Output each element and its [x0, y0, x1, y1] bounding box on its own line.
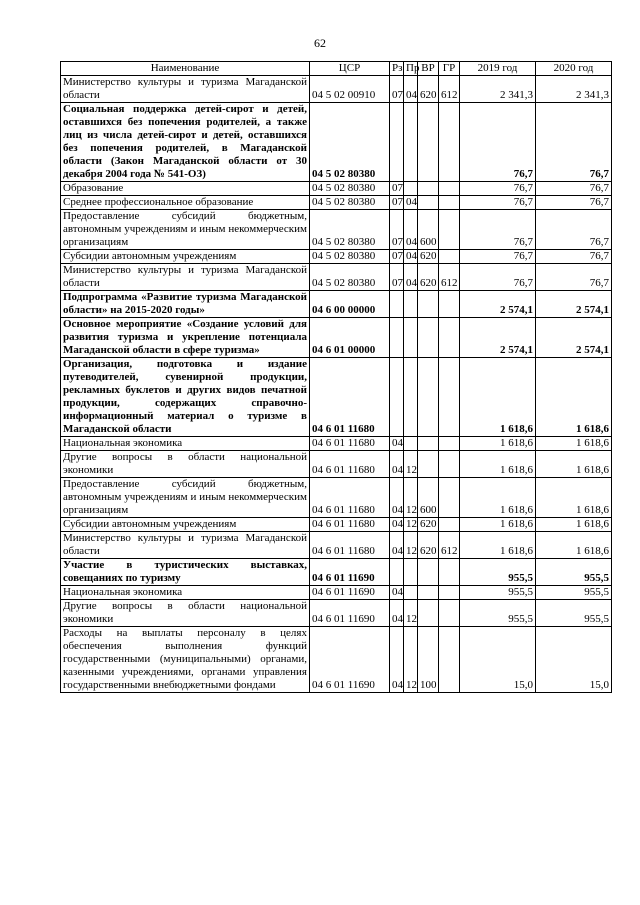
- cell-gr: 612: [439, 76, 460, 103]
- cell-gr: [439, 451, 460, 478]
- cell-name: Среднее профессиональное образование: [61, 196, 310, 210]
- cell-2020: 1 618,6: [536, 451, 612, 478]
- cell-2020: 1 618,6: [536, 532, 612, 559]
- cell-csr: 04 6 01 11690: [310, 559, 390, 586]
- cell-csr: 04 5 02 80380: [310, 210, 390, 250]
- cell-2020: 76,7: [536, 103, 612, 182]
- cell-csr: 04 5 02 00910: [310, 76, 390, 103]
- cell-2019: 15,0: [460, 627, 536, 693]
- table-row: [61, 210, 612, 250]
- cell-2020: 2 574,1: [536, 291, 612, 318]
- cell-2019: 76,7: [460, 210, 536, 250]
- cell-2020: 1 618,6: [536, 358, 612, 437]
- cell-csr: 04 5 02 80380: [310, 196, 390, 210]
- header-name: Наименование: [61, 62, 310, 76]
- cell-csr: 04 5 02 80380: [310, 103, 390, 182]
- cell-name: Министерство культуры и туризма Магаданской области: [61, 532, 310, 559]
- cell-name: Национальная экономика: [61, 437, 310, 451]
- table-row: [61, 451, 612, 478]
- cell-name: Субсидии автономным учреждениям: [61, 250, 310, 264]
- cell-gr: [439, 250, 460, 264]
- cell-gr: [439, 210, 460, 250]
- cell-pr: 12: [404, 518, 418, 532]
- cell-2019: 76,7: [460, 250, 536, 264]
- cell-rz: 04: [390, 518, 404, 532]
- cell-csr: 04 6 01 11680: [310, 451, 390, 478]
- cell-pr: 12: [404, 478, 418, 518]
- cell-vr: 620: [418, 532, 439, 559]
- cell-name: Министерство культуры и туризма Магаданской области: [61, 264, 310, 291]
- cell-pr: 12: [404, 600, 418, 627]
- table-row: [61, 182, 612, 196]
- cell-rz: 07: [390, 76, 404, 103]
- cell-name: Другие вопросы в области национальной экономики: [61, 451, 310, 478]
- cell-csr: 04 6 01 11680: [310, 478, 390, 518]
- cell-name: Национальная экономика: [61, 586, 310, 600]
- cell-2019: 955,5: [460, 559, 536, 586]
- table-row: [61, 437, 612, 451]
- cell-name: Участие в туристических выставках, совещаниях по туризму: [61, 559, 310, 586]
- cell-name: Предоставление субсидий бюджетным, автономным учреждениям и иным некоммерческим организациям: [61, 478, 310, 518]
- cell-name: Другие вопросы в области национальной экономики: [61, 600, 310, 627]
- cell-vr: 600: [418, 478, 439, 518]
- cell-rz: [390, 318, 404, 358]
- cell-2020: 955,5: [536, 600, 612, 627]
- cell-gr: [439, 318, 460, 358]
- cell-csr: 04 6 01 11690: [310, 586, 390, 600]
- cell-csr: 04 5 02 80380: [310, 250, 390, 264]
- cell-rz: 07: [390, 210, 404, 250]
- cell-vr: 620: [418, 518, 439, 532]
- cell-vr: [418, 600, 439, 627]
- cell-pr: 04: [404, 210, 418, 250]
- cell-name: Социальная поддержка детей-сирот и детей, оставшихся без попечения родителей, а также лиц из числа детей-сирот и детей, оставшихся без попечения родителей, в Магаданской области (Закон Магаданской области от 30 декабря 2004 года № 541-ОЗ): [61, 103, 310, 182]
- cell-rz: 07: [390, 250, 404, 264]
- cell-gr: [439, 358, 460, 437]
- cell-rz: 04: [390, 586, 404, 600]
- cell-pr: [404, 291, 418, 318]
- cell-2019: 1 618,6: [460, 478, 536, 518]
- cell-rz: 07: [390, 264, 404, 291]
- cell-2020: 2 341,3: [536, 76, 612, 103]
- cell-2020: 2 574,1: [536, 318, 612, 358]
- cell-2019: 76,7: [460, 196, 536, 210]
- cell-csr: 04 6 01 00000: [310, 318, 390, 358]
- cell-2020: 76,7: [536, 250, 612, 264]
- cell-2019: 1 618,6: [460, 518, 536, 532]
- cell-pr: [404, 437, 418, 451]
- cell-csr: 04 6 01 11680: [310, 532, 390, 559]
- cell-gr: [439, 182, 460, 196]
- cell-pr: [404, 318, 418, 358]
- cell-csr: 04 6 01 11680: [310, 358, 390, 437]
- table-row: [61, 250, 612, 264]
- cell-vr: 100: [418, 627, 439, 693]
- cell-2019: 76,7: [460, 182, 536, 196]
- table-row: [61, 358, 612, 437]
- table-row: [61, 318, 612, 358]
- cell-2020: 1 618,6: [536, 437, 612, 451]
- cell-rz: 04: [390, 478, 404, 518]
- cell-rz: 04: [390, 600, 404, 627]
- cell-pr: [404, 103, 418, 182]
- header-gr: ГР: [439, 62, 460, 76]
- cell-2019: 955,5: [460, 586, 536, 600]
- cell-vr: [418, 196, 439, 210]
- cell-2020: 1 618,6: [536, 518, 612, 532]
- cell-rz: [390, 559, 404, 586]
- cell-rz: [390, 103, 404, 182]
- budget-table: [60, 61, 612, 693]
- cell-pr: [404, 182, 418, 196]
- header-2019: 2019 год: [460, 62, 536, 76]
- cell-pr: [404, 358, 418, 437]
- cell-2020: 955,5: [536, 586, 612, 600]
- cell-vr: [418, 451, 439, 478]
- cell-name: Расходы на выплаты персоналу в целях обеспечения выполнения функций государственными (муниципальными) органами, казенными учреждениями, органами управления государственными внебюджетными фондами: [61, 627, 310, 693]
- header-rz: Рз: [390, 62, 404, 76]
- cell-vr: [418, 437, 439, 451]
- cell-2020: 76,7: [536, 264, 612, 291]
- cell-csr: 04 5 02 80380: [310, 264, 390, 291]
- cell-csr: 04 6 01 11690: [310, 600, 390, 627]
- cell-rz: 04: [390, 437, 404, 451]
- cell-gr: [439, 627, 460, 693]
- table-row: [61, 478, 612, 518]
- cell-gr: [439, 518, 460, 532]
- cell-vr: [418, 559, 439, 586]
- cell-rz: [390, 291, 404, 318]
- cell-2020: 955,5: [536, 559, 612, 586]
- cell-2020: 76,7: [536, 196, 612, 210]
- table-row: [61, 532, 612, 559]
- cell-name: Организация, подготовка и издание путеводителей, сувенирной продукции, рекламных буклетов и других видов печатной продукции, содержащих справочно-информационный материал о туризме в Магаданской области: [61, 358, 310, 437]
- cell-2020: 76,7: [536, 210, 612, 250]
- cell-pr: 12: [404, 627, 418, 693]
- table-row: [61, 76, 612, 103]
- cell-gr: [439, 196, 460, 210]
- cell-pr: [404, 586, 418, 600]
- table-row: [61, 291, 612, 318]
- cell-csr: 04 6 01 11680: [310, 518, 390, 532]
- header-2020: 2020 год: [536, 62, 612, 76]
- cell-name: Предоставление субсидий бюджетным, автономным учреждениям и иным некоммерческим организациям: [61, 210, 310, 250]
- cell-gr: [439, 478, 460, 518]
- cell-pr: 12: [404, 451, 418, 478]
- cell-gr: [439, 103, 460, 182]
- cell-vr: 600: [418, 210, 439, 250]
- cell-gr: [439, 437, 460, 451]
- cell-gr: [439, 291, 460, 318]
- cell-csr: 04 6 01 11680: [310, 437, 390, 451]
- cell-vr: 620: [418, 76, 439, 103]
- table-row: [61, 600, 612, 627]
- cell-vr: [418, 318, 439, 358]
- cell-gr: [439, 586, 460, 600]
- cell-pr: 12: [404, 532, 418, 559]
- cell-pr: 04: [404, 76, 418, 103]
- cell-2019: 1 618,6: [460, 451, 536, 478]
- cell-2019: 76,7: [460, 103, 536, 182]
- cell-vr: [418, 103, 439, 182]
- cell-pr: [404, 559, 418, 586]
- cell-name: Субсидии автономным учреждениям: [61, 518, 310, 532]
- cell-gr: 612: [439, 264, 460, 291]
- cell-vr: 620: [418, 250, 439, 264]
- cell-gr: 612: [439, 532, 460, 559]
- cell-vr: 620: [418, 264, 439, 291]
- cell-2019: 2 574,1: [460, 318, 536, 358]
- cell-vr: [418, 586, 439, 600]
- page-number: 62: [314, 36, 326, 50]
- cell-2020: 76,7: [536, 182, 612, 196]
- table-row: [61, 627, 612, 693]
- table-row: [61, 518, 612, 532]
- table-row: [61, 264, 612, 291]
- cell-rz: 07: [390, 182, 404, 196]
- table-row: [61, 196, 612, 210]
- cell-rz: 04: [390, 627, 404, 693]
- cell-vr: [418, 182, 439, 196]
- cell-pr: 04: [404, 250, 418, 264]
- cell-rz: 04: [390, 451, 404, 478]
- cell-2019: 76,7: [460, 264, 536, 291]
- cell-2020: 15,0: [536, 627, 612, 693]
- cell-name: Министерство культуры и туризма Магаданской области: [61, 76, 310, 103]
- cell-csr: 04 6 01 11690: [310, 627, 390, 693]
- cell-name: Подпрограмма «Развитие туризма Магаданской области» на 2015-2020 годы»: [61, 291, 310, 318]
- cell-rz: 04: [390, 532, 404, 559]
- table-row: [61, 103, 612, 182]
- cell-2019: 2 574,1: [460, 291, 536, 318]
- cell-2019: 1 618,6: [460, 437, 536, 451]
- cell-rz: [390, 358, 404, 437]
- cell-csr: 04 5 02 80380: [310, 182, 390, 196]
- cell-rz: 07: [390, 196, 404, 210]
- header-vr: ВР: [418, 62, 439, 76]
- table-row: [61, 559, 612, 586]
- cell-vr: [418, 358, 439, 437]
- cell-csr: 04 6 00 00000: [310, 291, 390, 318]
- header-csr: ЦСР: [310, 62, 390, 76]
- cell-2019: 955,5: [460, 600, 536, 627]
- cell-gr: [439, 559, 460, 586]
- cell-name: Основное мероприятие «Создание условий для развития туризма и укрепление потенциала Магаданской области в сфере туризма»: [61, 318, 310, 358]
- table-row: [61, 586, 612, 600]
- header-pr: Пр: [404, 62, 418, 76]
- cell-2020: 1 618,6: [536, 478, 612, 518]
- cell-2019: 1 618,6: [460, 358, 536, 437]
- cell-vr: [418, 291, 439, 318]
- header-row: [61, 62, 612, 76]
- cell-pr: 04: [404, 196, 418, 210]
- cell-pr: 04: [404, 264, 418, 291]
- cell-gr: [439, 600, 460, 627]
- cell-2019: 2 341,3: [460, 76, 536, 103]
- cell-name: Образование: [61, 182, 310, 196]
- cell-2019: 1 618,6: [460, 532, 536, 559]
